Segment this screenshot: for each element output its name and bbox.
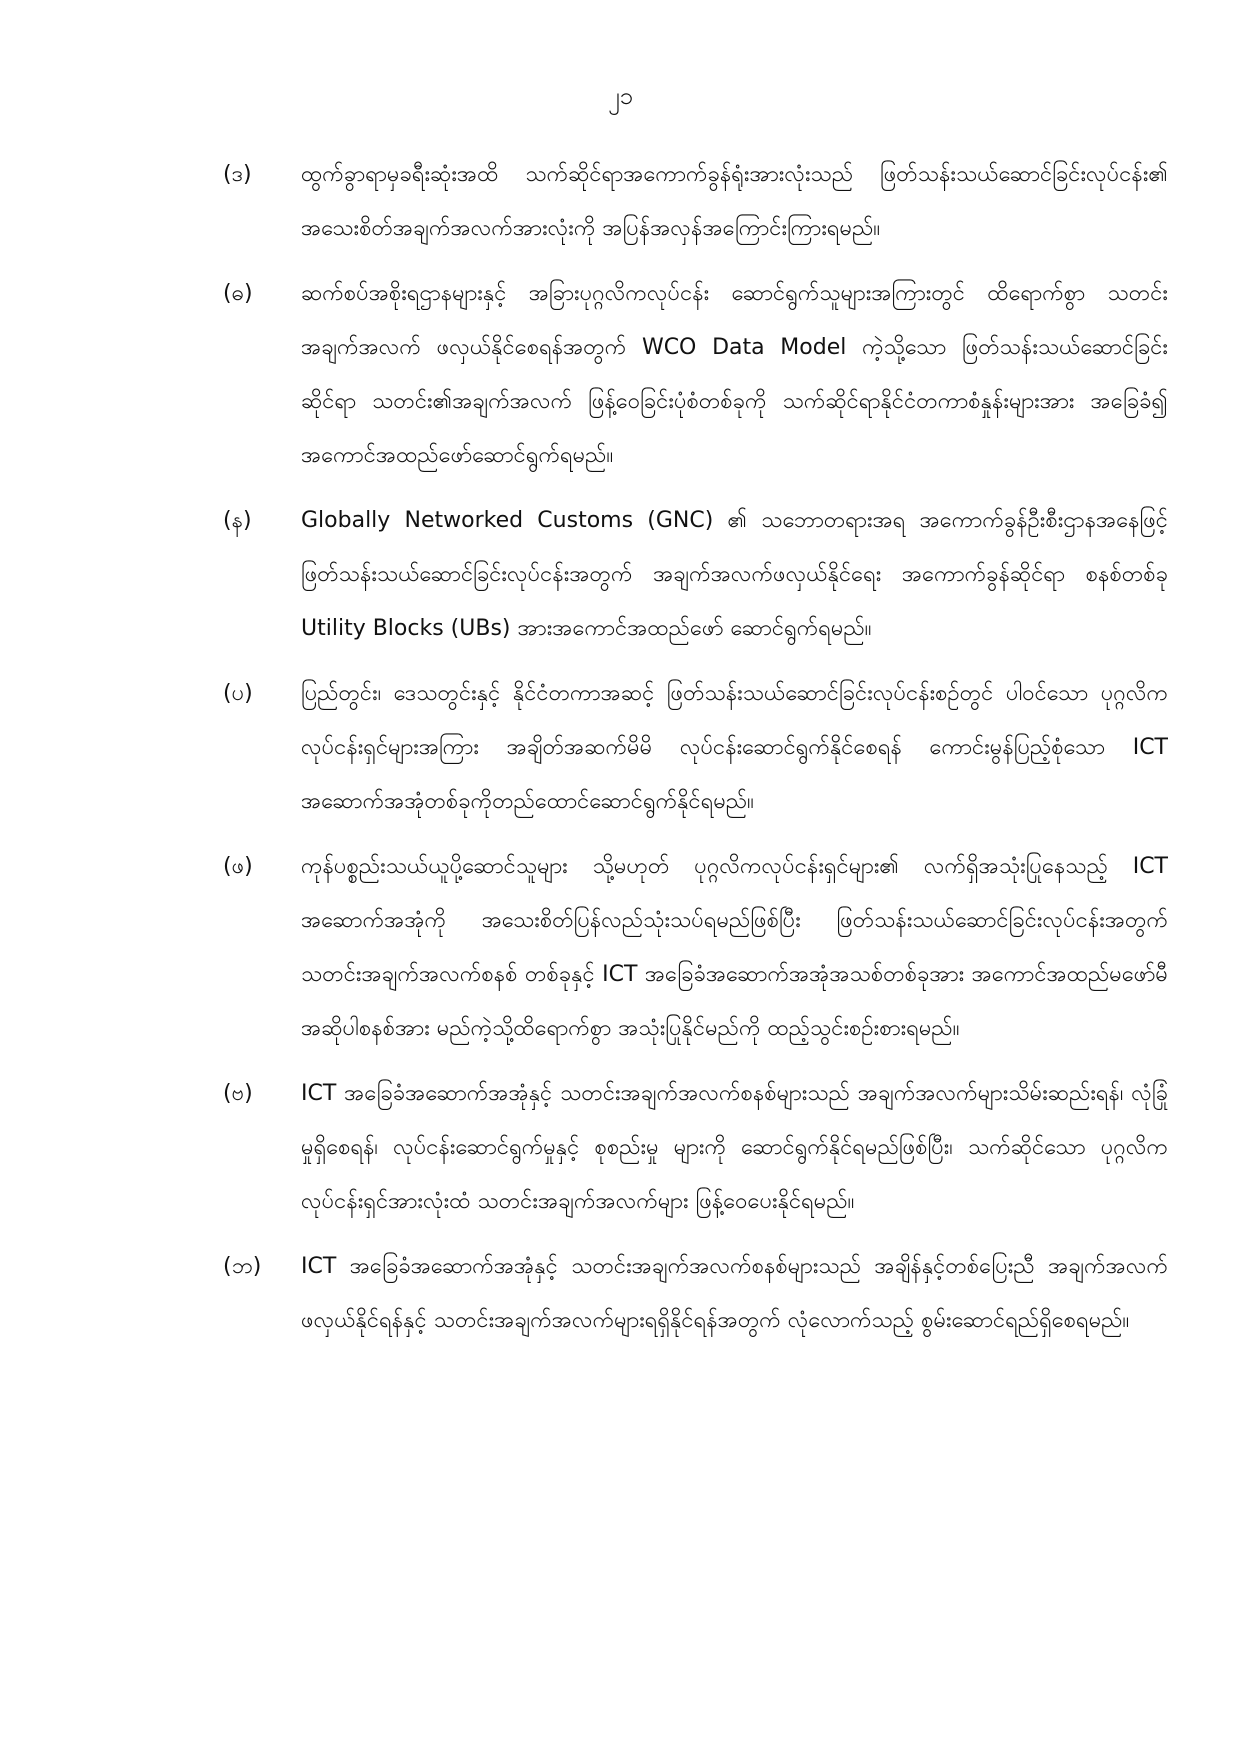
list-item-text: ICT အခြေခံအဆောက်အအုံနှင့် သတင်းအချက်အလက်စနစ်များသည် အချက်အလက်များသိမ်းဆည်းရန်၊ လုံခြုံမှုရှိစေရန်၊ လုပ်ငန်းဆောင်ရွက်မှုနှင့် စုစည်းမှု များကို ဆောင်ရွက်နိုင်ရမည်ဖြစ်ပြီး၊ သက်ဆိုင်သော ပုဂ္ဂလိကလုပ်ငန်းရှင်အားလုံးထံ သတင်းအချက်အလက်များ ဖြန့်ဝေပေးနိုင်ရမည်။: [301, 1081, 1168, 1214]
list-item: [223, 840, 1168, 1056]
list-item-marker: (ဒ): [223, 162, 252, 187]
list-item-text: ဆက်စပ်အစိုးရဌာနများနှင့် အခြားပုဂ္ဂလိကလုပ်ငန်း ဆောင်ရွက်သူများအကြားတွင် ထိရောက်စွာ သတင်းအချက်အလက် ဖလှယ်နိုင်စေရန်အတွက် WCO Data Model ကဲ့သို့သော ဖြတ်သန်းသယ်ဆောင်ခြင်းဆိုင်ရာ သတင်း၏အချက်အလက် ဖြန့်ဝေခြင်းပုံစံတစ်ခုကို သက်ဆိုင်ရာနိုင်ငံတကာစံနှုန်းများအား အခြေခံ၍ အကောင်အထည်ဖော်ဆောင်ရွက်ရမည်။: [301, 281, 1168, 468]
page-number: ၂၁: [607, 82, 634, 110]
list-item-marker: (ပ): [223, 681, 253, 706]
list-item: [223, 1067, 1168, 1229]
list-item-marker: (ဘ): [223, 1254, 262, 1279]
list-item: [223, 494, 1168, 656]
list-item: [223, 1240, 1168, 1348]
list-item-marker: (ဗ): [223, 1081, 253, 1106]
list-item-text: ထွက်ခွာရာမှခရီးဆုံးအထိ သက်ဆိုင်ရာအကောက်ခွန်ရုံးအားလုံးသည် ဖြတ်သန်းသယ်ဆောင်ခြင်းလုပ်ငန်း၏ အသေးစိတ်အချက်အလက်အားလုံးကို အပြန်အလှန်အကြောင်းကြားရမည်။: [301, 162, 1168, 241]
list-item-text: Globally Networked Customs (GNC) ၏ သဘောတရားအရ အကောက်ခွန်ဦးစီးဌာနအနေဖြင့် ဖြတ်သန်းသယ်ဆောင်ခြင်းလုပ်ငန်းအတွက် အချက်အလက်ဖလှယ်နိုင်ရေး အကောက်ခွန်ဆိုင်ရာ စနစ်တစ်ခု Utility Blocks (UBs) အားအကောင်အထည်ဖော် ဆောင်ရွက်ရမည်။: [301, 508, 1168, 641]
list-item-marker: (ဓ): [223, 281, 253, 306]
list-item-text: ပြည်တွင်း၊ ဒေသတွင်းနှင့် နိုင်ငံတကာအဆင့် ဖြတ်သန်းသယ်ဆောင်ခြင်းလုပ်ငန်းစဉ်တွင် ပါဝင်သော ပုဂ္ဂလိကလုပ်ငန်းရှင်များအကြား အချိတ်အဆက်မိမိ လုပ်ငန်းဆောင်ရွက်နိုင်စေရန် ကောင်းမွန်ပြည့်စုံသော ICT အဆောက်အအုံတစ်ခုကိုတည်ထောင်ဆောင်ရွက်နိုင်ရမည်။: [301, 681, 1168, 814]
list-item: [223, 267, 1168, 483]
list-item-text: ICT အခြေခံအဆောက်အအုံနှင့် သတင်းအချက်အလက်စနစ်များသည် အချိန်နှင့်တစ်ပြေးညီ အချက်အလက်ဖလှယ်နိုင်ရန်နှင့် သတင်းအချက်အလက်များရရှိနိုင်ရန်အတွက် လုံလောက်သည့် စွမ်းဆောင်ရည်ရှိစေရမည်။: [301, 1254, 1168, 1333]
list-item-marker: (န): [223, 508, 252, 533]
list-item-marker: (ဖ): [223, 854, 253, 879]
list-item: [223, 148, 1168, 256]
list-item-text: ကုန်ပစ္စည်းသယ်ယူပို့ဆောင်သူများ သို့မဟုတ် ပုဂ္ဂလိကလုပ်ငန်းရှင်များ၏ လက်ရှိအသုံးပြုနေသည့် ICT အဆောက်အအုံကို အသေးစိတ်ပြန်လည်သုံးသပ်ရမည်ဖြစ်ပြီး ဖြတ်သန်းသယ်ဆောင်ခြင်းလုပ်ငန်းအတွက် သတင်းအချက်အလက်စနစ် တစ်ခုနှင့် ICT အခြေခံအဆောက်အအုံအသစ်တစ်ခုအား အကောင်အထည်မဖော်မီ အဆိုပါစနစ်အား မည်ကဲ့သို့ထိရောက်စွာ အသုံးပြုနိုင်မည်ကို ထည့်သွင်းစဉ်းစားရမည်။: [301, 854, 1168, 1041]
document-body: [223, 148, 1168, 1359]
list-item: [223, 667, 1168, 829]
